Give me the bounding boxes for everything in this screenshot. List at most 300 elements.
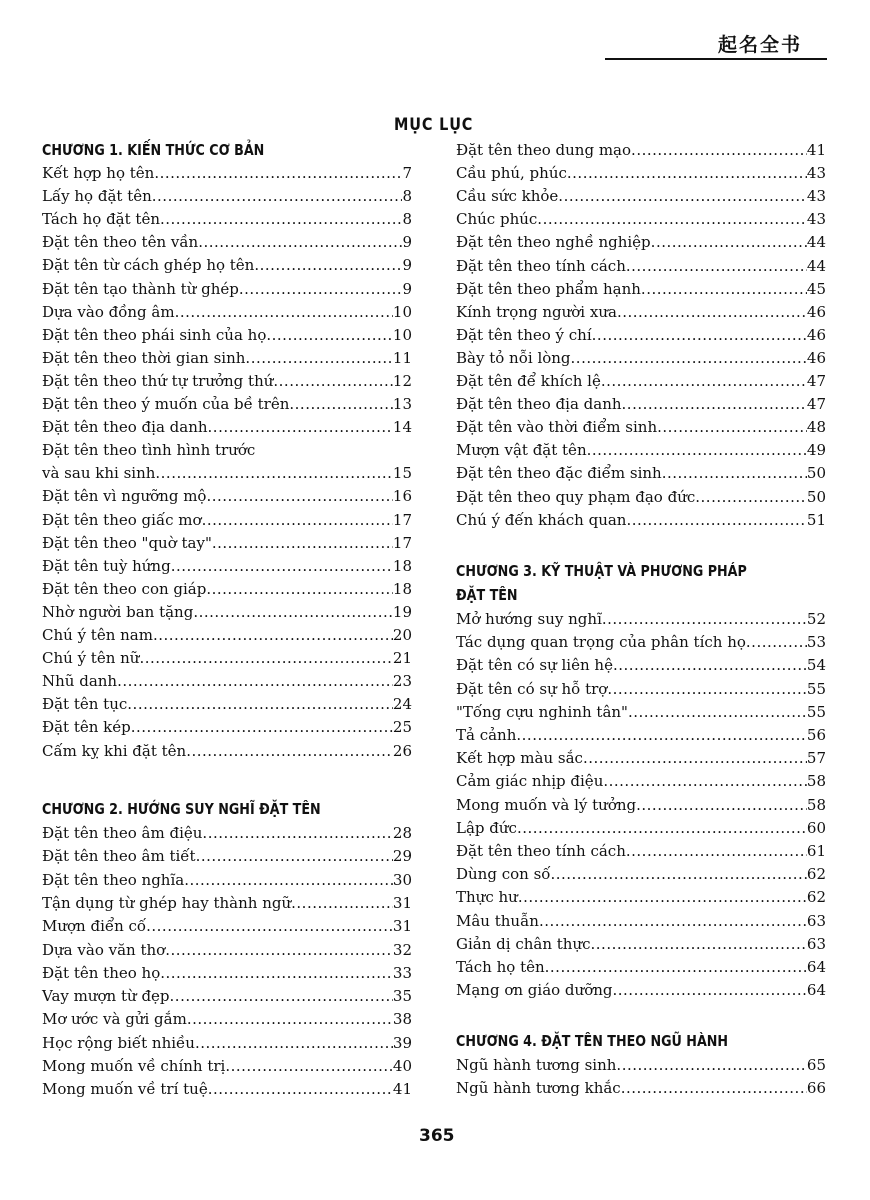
dot-leader [558,185,807,208]
toc-entry-page: 35 [392,987,412,1006]
toc-entry-page: 19 [392,602,412,621]
toc-entry-text: Đặt tên theo tình hình trước [42,441,256,460]
dot-leader [550,863,806,886]
toc-entry-page: 45 [806,279,826,298]
toc-entry-title: Chú ý đến khách quan [456,510,627,529]
dot-leader [587,439,807,462]
toc-entry[interactable] [42,670,412,693]
toc-entry-title: Đặt tên theo tính cách [456,256,626,275]
toc-entry[interactable] [456,747,826,770]
toc-entry[interactable] [42,185,412,208]
toc-entry[interactable] [456,185,826,208]
toc-entry-page: 54 [806,656,826,675]
running-header-title: 起名全书 [718,34,803,56]
toc-entry-title: Đặt tên theo con giáp [42,579,207,598]
dot-leader [545,956,807,979]
toc-entry[interactable] [456,139,826,162]
toc-entry-title: Đặt tên theo nghề nghiệp [456,233,651,252]
toc-entry-page: 17 [392,533,412,552]
dot-leader [516,724,807,747]
toc-entry-page: 9 [402,233,412,252]
toc-entry[interactable] [456,439,826,462]
toc-entry[interactable] [42,1008,412,1031]
dot-leader [193,601,393,624]
toc-entry-page: 64 [806,981,826,1000]
toc-entry-page: 7 [402,164,412,182]
dot-leader [160,962,393,985]
toc-entry-page: 43 [806,210,826,229]
toc-entry-page: 55 [806,679,826,698]
toc-entry-title: Đặt tên theo "quờ tay" [42,533,212,552]
header-rule [605,58,827,60]
dot-leader [160,208,402,231]
dot-leader [607,678,807,701]
toc-entry-title: Thực hư [456,888,518,907]
toc-entry-title: Tách họ tên [456,958,545,976]
toc-entry[interactable] [456,654,826,677]
toc-entry-title: Kết hợp màu sắc [456,749,583,768]
toc-entry[interactable] [456,324,826,347]
toc-entry-page: 44 [806,256,826,275]
toc-entry[interactable] [456,794,826,817]
dot-leader [208,416,393,439]
toc-entry-title: Đặt tên theo ý chí [456,325,592,344]
toc-entry-title: Mơ ước và gửi gắm [42,1010,187,1029]
toc-entry[interactable] [456,886,826,909]
page-number: 365 [419,1126,455,1146]
toc-entry-page: 63 [806,934,826,953]
dot-leader [127,693,393,716]
dot-leader [636,794,807,817]
toc-entry-title: Đặt tên theo âm điệu [42,824,203,842]
toc-entry-page: 24 [392,695,412,714]
toc-entry[interactable] [42,578,412,601]
toc-entry-title: Mượn vật đặt tên [456,441,587,460]
toc-entry-page: 32 [392,940,412,959]
chapter-heading: CHƯƠNG 1. KIẾN THỨC CƠ BẢN [42,141,265,159]
toc-entry-title: Đặt tên theo nghĩa [42,870,185,889]
toc-entry-title: Đặt tên kép [42,718,131,737]
toc-entry[interactable] [456,416,826,439]
toc-entry[interactable] [42,624,412,647]
toc-entry-page: 43 [806,187,826,206]
toc-entry-title: "Tống cựu nghinh tân" [456,702,628,721]
toc-entry-page: 48 [806,418,826,437]
toc-entry-title: Đặt tên theo giấc mơ [42,510,202,529]
dot-leader [291,892,393,915]
toc-entry-page: 18 [392,579,412,598]
toc-entry[interactable] [456,162,826,185]
dot-leader [165,939,393,962]
toc-entry[interactable] [42,915,412,938]
dot-leader [539,910,807,933]
toc-entry-page: 46 [806,348,826,367]
dot-leader [631,139,807,162]
toc-entry[interactable] [42,532,412,555]
toc-entry[interactable] [42,939,412,962]
toc-entry-page: 47 [806,372,826,390]
toc-entry-title: Dựa vào đồng âm [42,302,175,321]
dot-leader [592,324,807,347]
toc-entry[interactable] [42,347,412,370]
dot-leader [195,1032,393,1055]
toc-entry-title: Lập đức [456,818,517,837]
toc-entry-title: Tận dụng từ ghép hay thành ngữ [42,893,292,912]
toc-entry-page: 17 [392,510,412,529]
toc-entry[interactable] [456,231,826,254]
toc-entry-title: Đặt tên vào thời điểm sinh [456,418,658,437]
toc-entry[interactable] [456,608,826,631]
dot-leader [695,486,807,509]
toc-entry-page: 38 [392,1010,412,1029]
toc-entry-title: Đặt tên theo địa danh [42,418,208,437]
dot-leader [537,208,807,231]
dot-leader [171,555,393,578]
toc-entry-title: Kết hợp họ tên [42,164,155,182]
toc-entry-title: Kính trọng người xưa [456,302,617,321]
dot-leader [289,393,393,416]
toc-entry-page: 29 [392,847,412,866]
toc-entry[interactable] [42,740,412,763]
toc-entry[interactable] [42,278,412,301]
toc-entry-page: 62 [806,865,826,884]
toc-entry-page: 62 [806,888,826,907]
dot-leader [212,532,393,555]
toc-entry-page: 51 [806,510,826,529]
toc-entry[interactable] [456,1077,826,1100]
toc-entry[interactable] [456,770,826,793]
toc-title: MỤC LỤC [394,115,474,135]
dot-leader [239,278,403,301]
toc-entry[interactable] [42,892,412,915]
toc-entry-page: 61 [806,842,826,860]
toc-entry-page: 26 [392,741,412,760]
toc-entry[interactable] [42,393,412,416]
dot-leader [591,933,807,956]
toc-entry-title: Chú ý tên nữ [42,649,140,668]
dot-leader [628,701,807,724]
toc-entry-title: Vay mượn từ đẹp [42,987,170,1006]
toc-entry-title: Đặt tên theo ý muốn của bề trên [42,395,290,413]
toc-entry-page: 46 [806,302,826,321]
dot-leader [245,347,392,370]
toc-entry-page: 53 [806,633,826,652]
toc-entry-page: 40 [392,1057,412,1075]
toc-entry[interactable] [42,1078,412,1101]
chapter-heading: CHƯƠNG 3. KỸ THUẬT VÀ PHƯƠNG PHÁP [456,562,747,580]
toc-entry[interactable] [456,631,826,654]
toc-entry-page: 14 [392,418,412,437]
dot-leader [196,845,393,868]
toc-entry-title: Đặt tên theo phái sinh của họ [42,325,267,344]
toc-entry[interactable] [42,162,412,185]
dot-leader [518,886,807,909]
toc-entry-page: 43 [806,164,826,183]
toc-entry-page: 60 [806,818,826,837]
toc-entry-title: Giản dị chân thực [456,934,591,953]
toc-entry-title: Đặt tên tục [42,695,128,714]
toc-entry[interactable] [42,462,412,485]
toc-entry-title: Ngũ hành tương sinh [456,1056,617,1074]
toc-entry-title: Đặt tên theo tên vần [42,233,199,252]
toc-entry-title: Đặt tên theo tính cách [456,842,626,860]
toc-entry[interactable] [456,462,826,485]
toc-entry[interactable] [42,693,412,716]
toc-entry-title: Lấy họ đặt tên [42,187,152,206]
toc-entry[interactable] [456,956,826,979]
toc-entry-page: 31 [392,917,412,936]
toc-entry[interactable] [42,485,412,508]
dot-leader [206,578,393,601]
toc-entry-title: Đặt tên theo dung mạo [456,141,632,159]
toc-entry-title: Nhũ danh [42,672,118,691]
toc-entry-page: 10 [392,302,412,321]
toc-entry-page: 41 [392,1080,412,1099]
toc-entry[interactable] [456,863,826,886]
toc-entry[interactable] [42,555,412,578]
toc-entry[interactable] [42,208,412,231]
toc-entry-title: Đặt tên từ cách ghép họ tên [42,256,255,275]
toc-entry-title: Cầu phú, phúc [456,164,567,183]
chapter-heading: CHƯƠNG 2. HƯỚNG SUY NGHĨ ĐẶT TÊN [42,800,321,818]
dot-leader [517,817,807,840]
toc-entry[interactable] [456,393,826,416]
dot-leader [225,1055,393,1078]
chapter-heading: ĐẶT TÊN [456,586,518,604]
toc-entry-page: 66 [806,1079,826,1098]
toc-entry-page: 49 [806,441,826,460]
toc-entry[interactable] [456,933,826,956]
dot-leader [567,162,807,185]
dot-leader [198,231,402,254]
toc-entry[interactable] [456,486,826,509]
toc-entry-page: 9 [402,279,412,298]
dot-leader [186,740,393,763]
toc-entry-title: Tả cảnh [456,726,517,744]
dot-leader [208,1078,393,1101]
toc-entry[interactable] [456,678,826,701]
toc-entry-page: 52 [806,610,826,628]
dot-leader [613,979,807,1002]
toc-entry-page: 12 [392,371,412,390]
toc-entry-title: Đặt tên theo họ [42,963,161,982]
toc-entry-page: 63 [806,911,826,930]
toc-entry-page: 28 [392,824,412,842]
toc-entry-title: Đặt tên theo quy phạm đạo đức [456,487,696,506]
dot-leader [621,1077,807,1100]
toc-entry[interactable] [456,840,826,863]
chapter-heading: CHƯƠNG 4. ĐẶT TÊN THEO NGŨ HÀNH [456,1032,729,1050]
toc-entry-page: 16 [392,487,412,506]
toc-entry[interactable] [42,324,412,347]
toc-entry-title: Mượn điển cố [42,917,147,936]
toc-entry-title: Cảm giác nhịp điệu [456,772,604,791]
dot-leader [571,347,807,370]
dot-leader [626,840,807,863]
dot-leader [184,869,393,892]
toc-entry-title: Đặt tên theo âm tiết [42,847,196,866]
toc-entry[interactable] [42,1032,412,1055]
toc-entry-page: 56 [806,726,826,744]
toc-entry-title: Mạng ơn giáo dưỡng [456,981,613,1000]
toc-entry[interactable] [456,370,826,393]
toc-entry[interactable] [42,301,412,324]
toc-entry-title: Tác dụng quan trọng của phân tích họ [456,633,746,652]
toc-entry-title: Đặt tên theo phẩm hạnh [456,279,641,298]
dot-leader [626,255,807,278]
toc-entry-page: 50 [806,487,826,506]
toc-entry-page: 11 [392,348,412,367]
toc-entry-page: 58 [806,772,826,791]
toc-entry-title: Mong muốn về chính trị [42,1057,226,1075]
toc-entry[interactable] [456,208,826,231]
toc-entry-title: Đặt tên tạo thành từ ghép [42,279,239,298]
toc-entry[interactable] [456,724,826,747]
toc-entry[interactable] [42,416,412,439]
toc-entry-title: và sau khi sinh [42,464,156,483]
toc-entry-page: 21 [392,649,412,668]
dot-leader [617,301,807,324]
dot-leader [155,462,393,485]
toc-entry-page: 18 [392,556,412,575]
toc-entry-title: Bày tỏ nỗi lòng [456,348,571,367]
toc-entry[interactable] [456,347,826,370]
dot-leader [254,254,402,277]
dot-leader [202,822,392,845]
toc-entry-page: 55 [806,702,826,721]
toc-entry-page: 20 [392,626,412,644]
dot-leader [746,631,807,654]
toc-entry-title: Đặt tên có sự liên hệ [456,656,613,675]
toc-entry[interactable] [456,255,826,278]
toc-entry[interactable] [456,701,826,724]
toc-entry[interactable] [42,601,412,624]
toc-entry-title: Đặt tên theo địa danh [456,395,622,414]
toc-entry-page: 50 [806,464,826,483]
dot-leader [613,654,807,677]
toc-entry-page: 65 [806,1056,826,1074]
toc-entry-title: Tách họ đặt tên [42,210,160,229]
dot-leader [583,747,807,770]
toc-entry[interactable] [42,962,412,985]
dot-leader [187,1008,393,1031]
toc-entry-title: Đặt tên có sự hỗ trợ [456,679,608,698]
toc-entry-title: Nhờ người ban tặng [42,602,194,621]
toc-entry-title: Mong muốn và lý tưởng [456,795,637,814]
toc-entry-page: 8 [402,187,412,206]
toc-entry-page: 44 [806,233,826,252]
toc-entry-title: Đặt tên theo đặc điểm sinh [456,464,662,483]
toc-entry[interactable] [42,869,412,892]
toc-entry-title: Cấm kỵ khi đặt tên [42,741,187,760]
dot-leader [603,770,807,793]
toc-entry[interactable] [456,979,826,1002]
toc-entry-title: Đặt tên vì ngưỡng mộ [42,487,207,506]
dot-leader [152,185,403,208]
toc-entry-page: 46 [806,325,826,344]
dot-leader [622,393,807,416]
toc-entry[interactable] [456,509,826,532]
toc-entry-title: Dùng con số [456,865,551,884]
toc-entry-title: Mâu thuẫn [456,911,539,930]
dot-leader [170,985,393,1008]
toc-entry-title: Đặt tên theo thời gian sinh [42,348,246,367]
toc-entry-page: 8 [402,210,412,229]
toc-entry-page: 58 [806,795,826,814]
toc-entry-title: Học rộng biết nhiều [42,1033,195,1052]
toc-entry-page: 25 [392,718,412,737]
dot-leader [273,370,393,393]
toc-entry-title: Đặt tên để khích lệ [456,372,601,390]
toc-entry-title: Chú ý tên nam [42,626,153,644]
toc-entry[interactable] [42,716,412,739]
toc-entry[interactable] [42,370,412,393]
toc-entry-page: 30 [392,870,412,889]
dot-leader [651,231,807,254]
dot-leader [266,324,393,347]
toc-entry-page: 47 [806,395,826,414]
toc-entry-title: Cầu sức khỏe [456,187,559,206]
toc-entry-page: 33 [392,963,412,982]
dot-leader [139,647,392,670]
dot-leader [626,509,806,532]
dot-leader [154,162,402,185]
dot-leader [662,462,807,485]
toc-entry-title: Ngũ hành tương khắc [456,1079,621,1098]
toc-entry-title: Đặt tên tuỳ hứng [42,556,171,575]
toc-entry[interactable] [456,817,826,840]
toc-entry-page: 9 [402,256,412,275]
dot-leader [657,416,807,439]
toc-entry-page: 31 [392,893,412,912]
toc-entry-title: Chúc phúc [456,210,538,229]
toc-entry[interactable] [456,301,826,324]
toc-entry-title: Mở hướng suy nghĩ [456,610,602,628]
dot-leader [601,370,807,393]
toc-entry-page: 57 [806,749,826,768]
dot-leader [602,608,807,631]
toc-entry[interactable] [42,822,412,845]
dot-leader [153,624,393,647]
toc-entry-title: Dựa vào văn thơ [42,940,166,959]
dot-leader [117,670,393,693]
toc-entry-page: 39 [392,1033,412,1052]
dot-leader [175,301,393,324]
toc-entry[interactable] [42,845,412,868]
toc-entry-page: 64 [806,958,826,976]
dot-leader [131,716,393,739]
dot-leader [206,485,392,508]
toc-entry-page: 13 [392,395,412,413]
toc-entry[interactable] [456,278,826,301]
toc-entry[interactable] [42,509,412,532]
toc-entry[interactable] [42,1055,412,1078]
dot-leader [146,915,393,938]
toc-entry-page: 23 [392,672,412,691]
dot-leader [616,1054,806,1077]
toc-entry[interactable] [42,254,412,277]
toc-entry[interactable] [456,910,826,933]
toc-entry[interactable] [42,985,412,1008]
toc-entry-page: 15 [392,464,412,483]
toc-entry-page: 41 [806,141,826,159]
toc-entry[interactable] [456,1054,826,1077]
toc-entry[interactable] [42,647,412,670]
toc-entry-title: Đặt tên theo thứ tự trưởng thứ [42,371,274,390]
dot-leader [202,509,393,532]
toc-entry-title: Mong muốn về trí tuệ [42,1080,208,1099]
toc-entry[interactable] [42,231,412,254]
